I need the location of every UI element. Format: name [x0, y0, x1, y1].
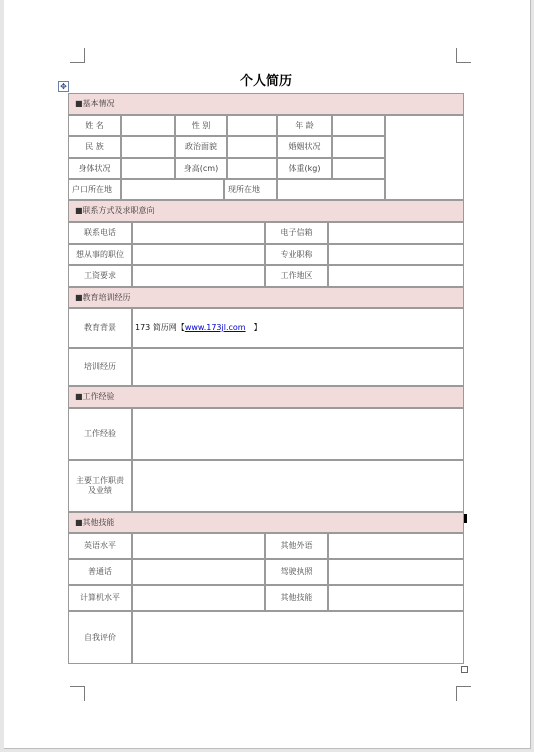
edu-text: 173 简历网【 — [135, 323, 185, 332]
label-desired-position: 想从事的职位 — [68, 244, 132, 265]
field-work-exp[interactable] — [132, 408, 464, 460]
label-computer: 计算机水平 — [68, 585, 132, 611]
field-duties[interactable] — [132, 460, 464, 512]
field-political[interactable] — [227, 136, 277, 158]
label-major-title: 专业职称 — [265, 244, 328, 265]
label-training: 培训经历 — [68, 348, 132, 386]
label-duties — [68, 460, 132, 512]
field-salary[interactable] — [132, 265, 265, 287]
field-hukou[interactable] — [121, 179, 224, 200]
label-work-exp: 工作经验 — [68, 408, 132, 460]
label-ethnicity: 民 族 — [68, 136, 121, 158]
label-salary: 工资要求 — [68, 265, 132, 287]
edu-close-bracket: 】 — [253, 323, 262, 332]
section-work: ■工作经验 — [68, 386, 464, 408]
label-name: 姓 名 — [68, 115, 121, 136]
label-other-skills: 其他技能 — [265, 585, 328, 611]
field-marital[interactable] — [332, 136, 385, 158]
field-health[interactable] — [121, 158, 175, 179]
label-driving: 驾驶执照 — [265, 559, 328, 585]
website-link[interactable]: www.173jl.com — [184, 323, 246, 332]
field-work-area[interactable] — [328, 265, 464, 287]
label-email: 电子信箱 — [265, 222, 328, 244]
crop-mark-bottom-right — [456, 686, 471, 701]
section-basic-info: ■基本情况 — [68, 93, 464, 115]
field-desired-position[interactable] — [132, 244, 265, 265]
field-self-eval[interactable] — [132, 611, 464, 664]
crop-mark-bottom-left — [70, 686, 85, 701]
label-age: 年 龄 — [277, 115, 332, 136]
field-phone[interactable] — [132, 222, 265, 244]
label-gender: 性 别 — [175, 115, 227, 136]
field-driving[interactable] — [328, 559, 464, 585]
label-health: 身体状况 — [68, 158, 121, 179]
label-weight: 体重(kg) — [277, 158, 332, 179]
field-training[interactable] — [132, 348, 464, 386]
label-marital: 婚姻状况 — [277, 136, 332, 158]
crop-mark-top-left — [70, 48, 85, 63]
label-self-eval: 自我评价 — [68, 611, 132, 664]
field-residence[interactable] — [277, 179, 385, 200]
label-height: 身高(cm) — [175, 158, 227, 179]
section-contact: ■联系方式及求职意向 — [68, 200, 464, 222]
label-edu-background: 教育背景 — [68, 308, 132, 348]
label-other-lang: 其他外语 — [265, 533, 328, 559]
field-height[interactable] — [227, 158, 277, 179]
page-title: 个人简历 — [239, 74, 292, 89]
table-resize-handle[interactable] — [461, 666, 468, 673]
field-major-title[interactable] — [328, 244, 464, 265]
crop-mark-top-right — [456, 48, 471, 63]
label-duties-line2: 及业绩 — [88, 486, 112, 495]
label-duties-line1: 主要工作职责 — [76, 476, 124, 485]
label-work-area: 工作地区 — [265, 265, 328, 287]
resume-table — [68, 93, 464, 664]
field-email[interactable] — [328, 222, 464, 244]
field-english[interactable] — [132, 533, 265, 559]
field-mandarin[interactable] — [132, 559, 265, 585]
photo-area[interactable] — [385, 115, 464, 200]
section-education: ■教育培训经历 — [68, 287, 464, 308]
field-computer[interactable] — [132, 585, 265, 611]
field-gender[interactable] — [227, 115, 277, 136]
field-edu-background[interactable] — [132, 308, 464, 348]
field-other-lang[interactable] — [328, 533, 464, 559]
row-end-marker — [464, 514, 467, 523]
label-residence: 现所在地 — [224, 179, 277, 200]
label-english: 英语水平 — [68, 533, 132, 559]
field-name[interactable] — [121, 115, 175, 136]
field-weight[interactable] — [332, 158, 385, 179]
label-phone: 联系电话 — [68, 222, 132, 244]
field-other-skills[interactable] — [328, 585, 464, 611]
section-skills: ■其他技能 — [68, 512, 464, 533]
label-mandarin: 普通话 — [68, 559, 132, 585]
table-move-handle-icon[interactable]: ✥ — [58, 81, 69, 92]
field-ethnicity[interactable] — [121, 136, 175, 158]
field-age[interactable] — [332, 115, 385, 136]
label-political: 政治面貌 — [175, 136, 227, 158]
label-hukou: 户口所在地 — [68, 179, 121, 200]
